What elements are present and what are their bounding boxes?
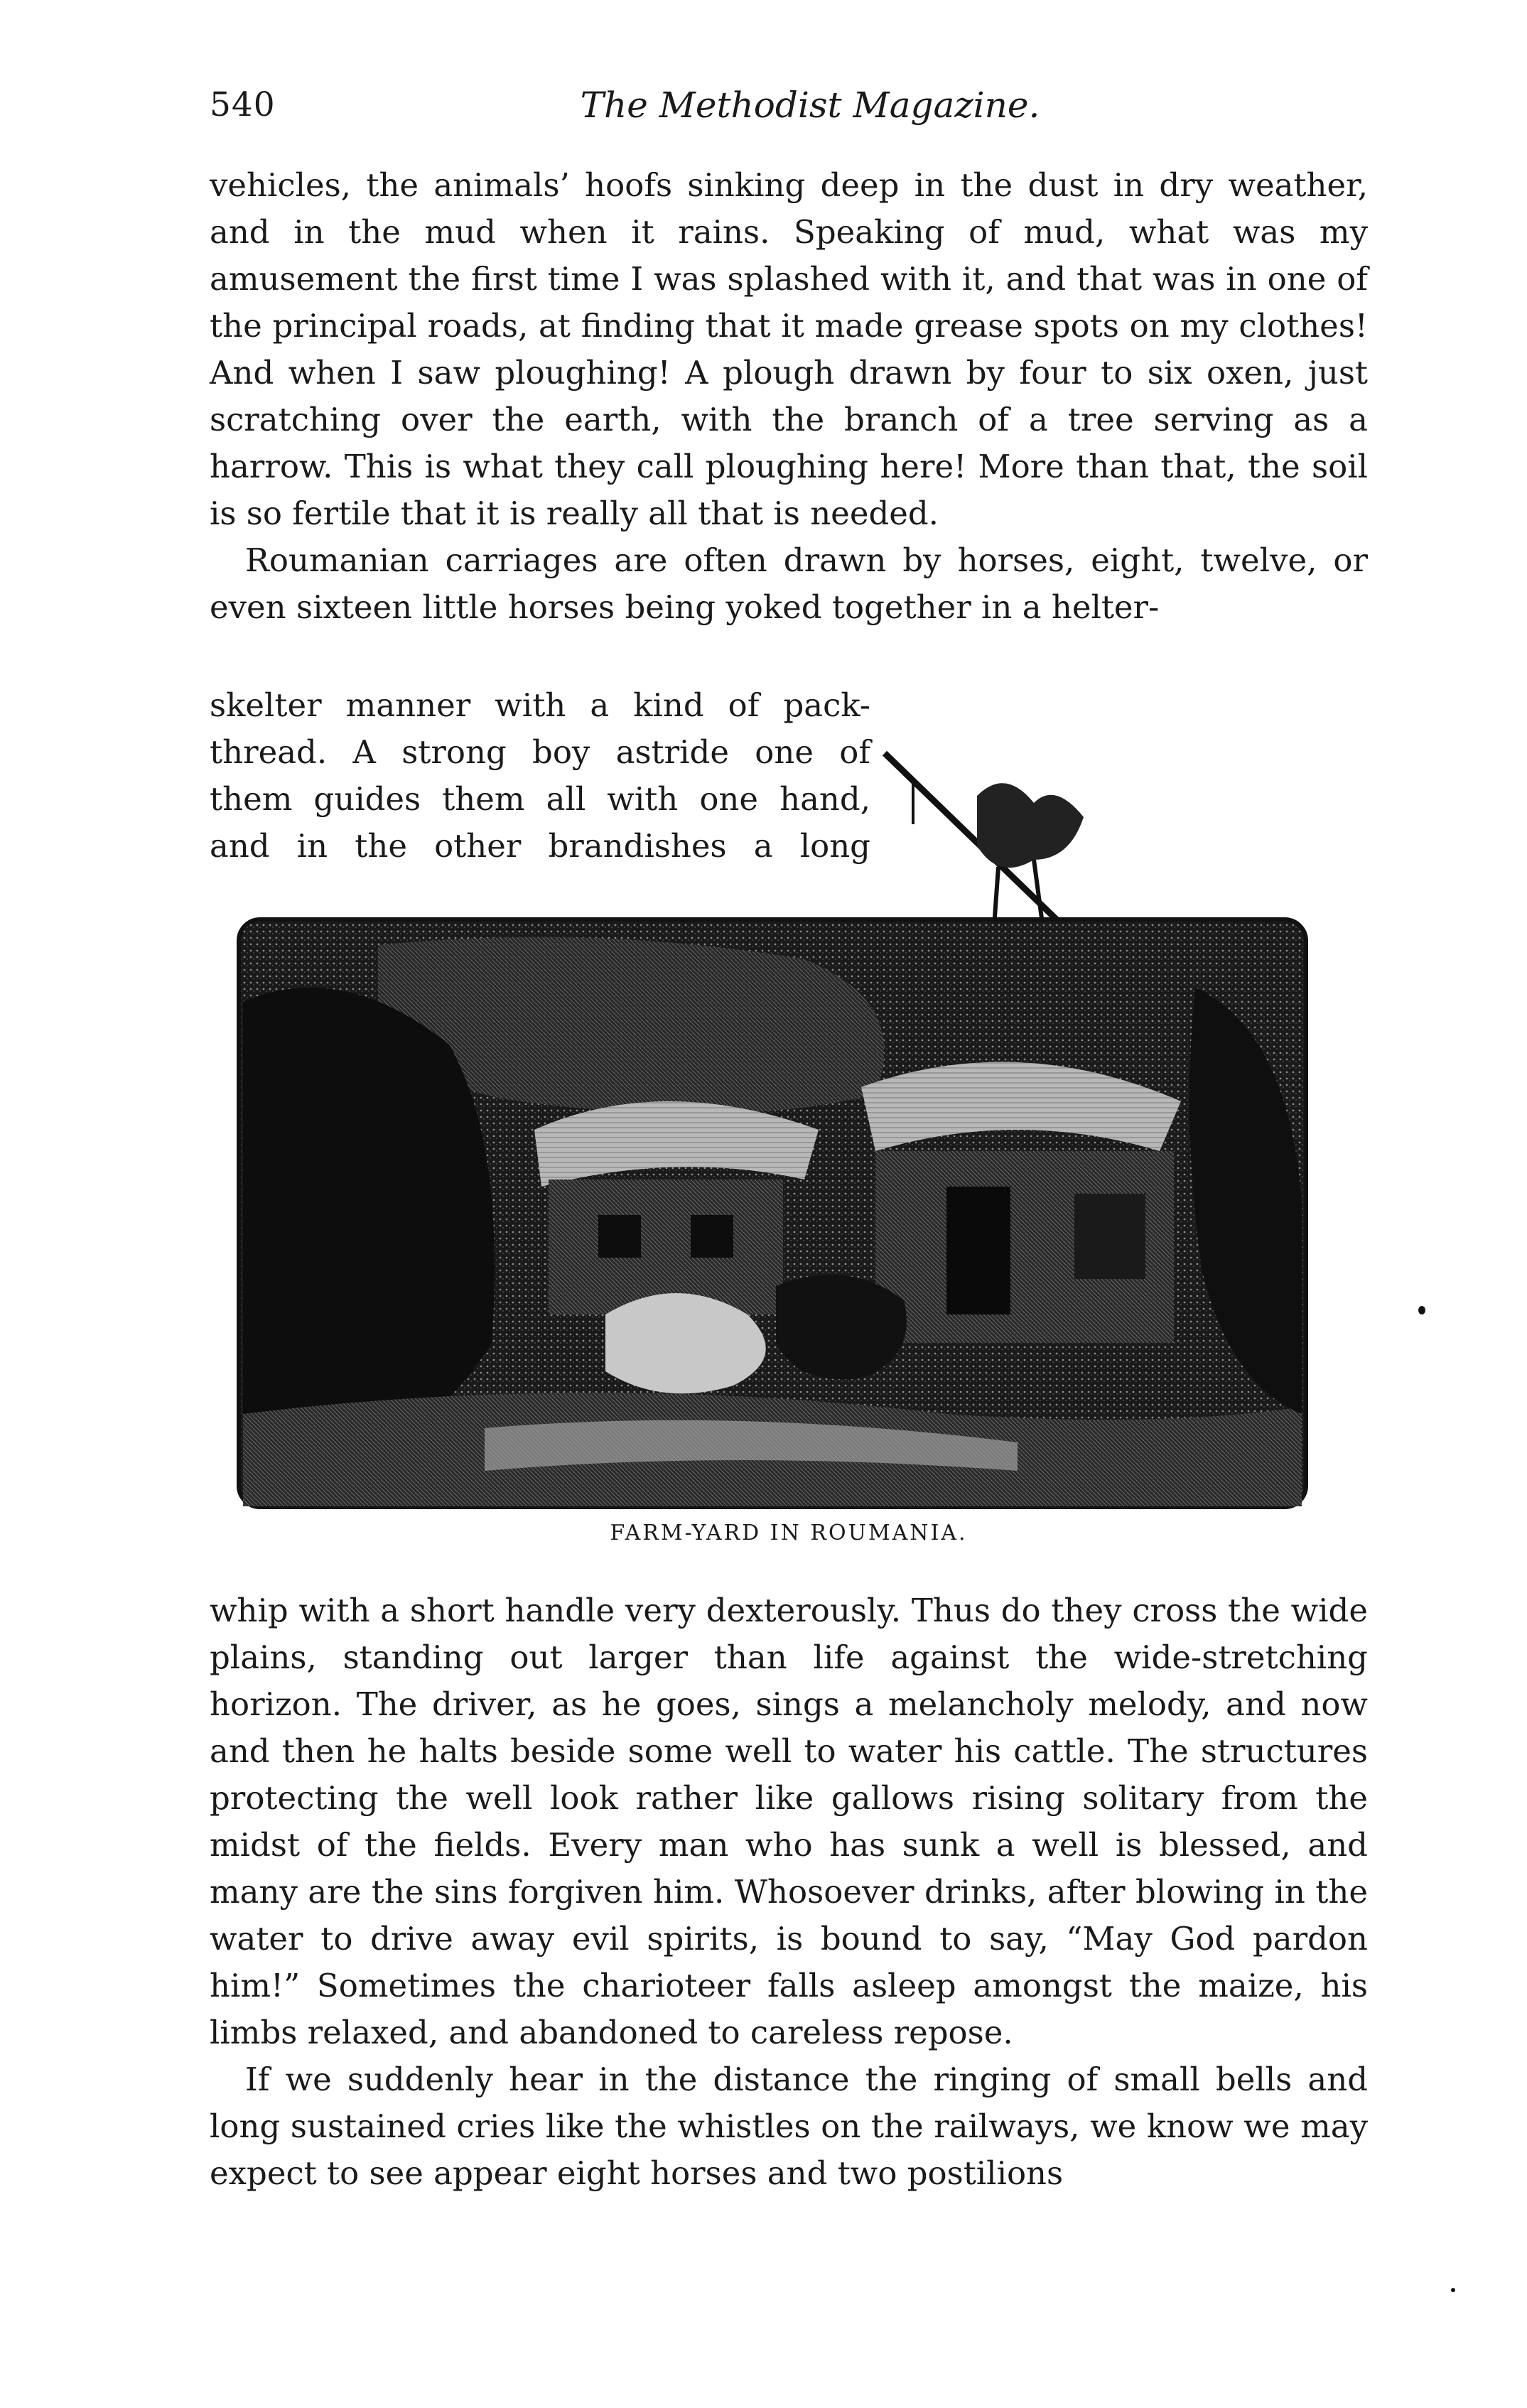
wrapped-line: thread. A strong boy astride one of <box>210 733 870 771</box>
figure-caption: FARM-YARD IN ROUMANIA. <box>610 1521 968 1545</box>
wrapped-line: them guides them all with one hand, <box>210 780 870 818</box>
ink-speck <box>1418 1306 1425 1314</box>
page-number: 540 <box>210 85 276 124</box>
ink-speck <box>1451 2288 1455 2292</box>
running-header <box>210 77 1368 134</box>
wrapped-line: and in the other brandishes a long <box>210 827 870 865</box>
body-text-top <box>210 162 1368 631</box>
farmyard-engraving <box>236 917 1309 1510</box>
paragraph-3: If we suddenly hear in the distance the ringing of small bells and long sustained cries like the whistles on the railways, we know we may expect to see appear eight horses and two postilions <box>210 2061 1368 2192</box>
paragraph-1: vehicles, the animals’ hoofs sinking deep in the dust in dry weather, and in the mud when it rains. Speaking of mud, what was my amusement the first time I was splashed with it, and that was in one of the principal roads, at finding that it made grease spots on my clothes! And when I saw ploughing! A plough drawn by four to six oxen, just scratching over the earth, with the branch of a tree serving as a harrow. This is what they call ploughing here! More than that, the soil is so fertile that it is really all that is needed. <box>210 166 1368 532</box>
running-title: The Methodist Magazine. <box>580 85 1040 126</box>
body-text-bottom <box>210 1587 1368 2197</box>
paragraph-2-full-width: Roumanian carriages are often drawn by horses, eight, twelve, or even sixteen little horses being yoked together in a helter- <box>210 541 1368 626</box>
wrapped-line: skelter manner with a kind of pack- <box>210 686 870 724</box>
paragraph-2-continued: whip with a short handle very dexterously. Thus do they cross the wide plains, standing out larger than life against the wide-stretching horizon. The driver, as he goes, sings a melancholy melody, and now and then he halts beside some well to water his cattle. The structures protecting the well look rather like gallows rising solitary from the midst of the fields. Every man who has sunk a well is blessed, and many are the sins forgiven him. Whosoever drinks, after blowing in the water to drive away evil spirits, is bound to say, “May God pardon him!” Sometimes the charioteer falls asleep amongst the maize, his limbs relaxed, and abandoned to careless repose. <box>210 1592 1368 2051</box>
paragraph-2-wrapped-lines <box>210 682 870 870</box>
